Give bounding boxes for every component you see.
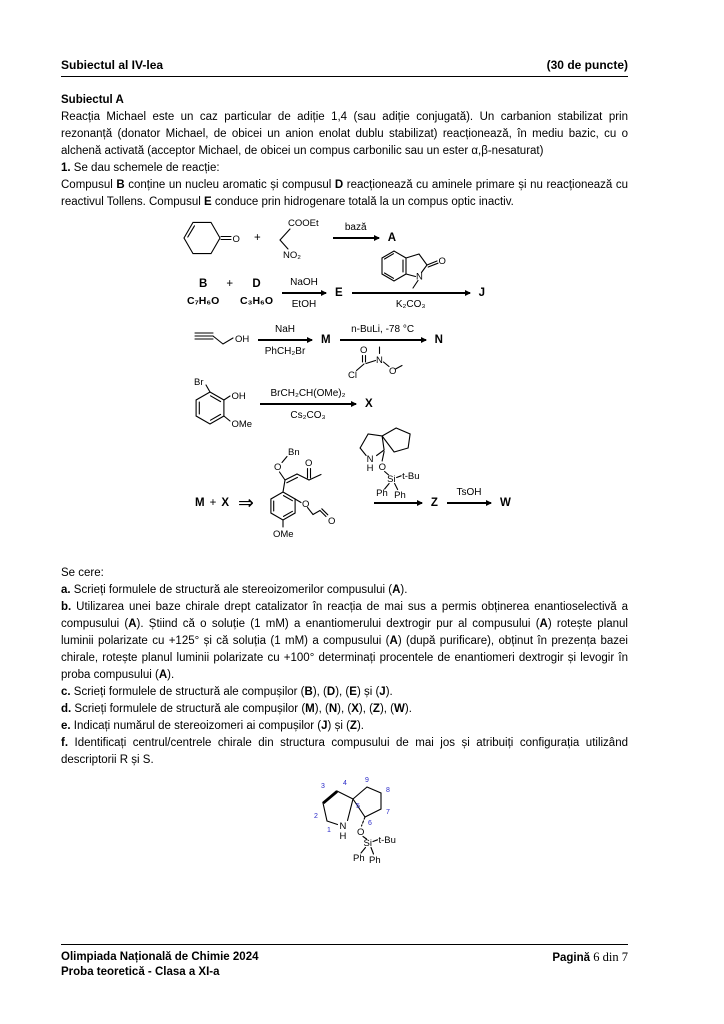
- atom-number-6: 6: [368, 820, 372, 827]
- arrow-line: [352, 292, 470, 293]
- tbu-label: t-Bu: [402, 470, 420, 482]
- benzyloxy-enone-aldehyde-structure: [263, 446, 365, 552]
- nitrogen-label: N: [375, 355, 383, 367]
- task-f: f. Identificați centrul/centrele chirale din structura compusului de mai jos și atribuiți configurația utilizând descriptorii R și S.: [61, 737, 628, 766]
- nh-hydrogen-label: H: [339, 831, 347, 842]
- atom-number-2: 2: [314, 813, 318, 820]
- benzyloxy-oxygen-label: O: [273, 462, 282, 473]
- butynol-structure: [193, 328, 249, 352]
- page-header: [61, 57, 628, 77]
- task-b: b. Utilizarea unei baze chirale drept catalizator în reacția de mai sus a permis obținerea enantioselectivă a compusului (A). Știind că o soluție (1 mM) a enantiomerului dextrogir pur al compusului (A) rotește planul luminii polarizate cu +125° și că soluția (1 mM) a compusului (A) (după purificare), obținut în prezența bazei chirale, rotește planul luminii polarizate cu +100° determinați procentele de enantiomeri dextrogir și levogir în proba compusului (A).: [61, 601, 628, 681]
- catalyst-attachment: [352, 424, 426, 500]
- reagent-label: n-BuLi, -78 °C: [351, 323, 415, 335]
- atom-number-8: 8: [386, 787, 390, 794]
- stereo-wedge: [322, 790, 338, 804]
- task-a: a. Scrieți formulele de structură ale stereoizomerilor compusului (A).: [61, 584, 408, 596]
- nitrogen-label: N: [339, 821, 347, 832]
- compound-n-label: N: [434, 333, 443, 346]
- arrow-line: [340, 339, 426, 340]
- scheme-5: [195, 447, 628, 556]
- page-footer: [61, 944, 628, 980]
- numbered-spiro-compound-structure: [313, 775, 443, 883]
- atom-number-4: 4: [343, 780, 347, 787]
- compound-d-label: D: [252, 278, 261, 290]
- compound-x-label: X: [221, 496, 229, 509]
- arrow-line: [258, 339, 312, 340]
- page-content: [61, 57, 628, 883]
- phenyl-label-1: Ph: [376, 487, 388, 499]
- oxygen-label: O: [438, 255, 446, 267]
- header-title: Subiectul al IV-lea: [61, 58, 164, 72]
- nitroacetate-structure: [270, 216, 324, 260]
- task-f-structure-block: [313, 775, 443, 883]
- reaction-arrow-4: [258, 323, 312, 358]
- atom-number-9: 9: [365, 777, 369, 784]
- compound-w-label: W: [499, 496, 511, 509]
- plus-sign: +: [209, 496, 217, 509]
- page-number: [552, 950, 628, 980]
- plus-sign: +: [254, 231, 261, 244]
- hydroxyl-label: OH: [235, 334, 250, 345]
- scheme-3: [193, 323, 628, 382]
- cooet-label: COOEt: [287, 218, 319, 229]
- formula-b: C₇H₆O: [187, 295, 220, 307]
- footer-left: [61, 950, 258, 980]
- atom-number-1: 1: [327, 827, 331, 834]
- footer-olympiad-line: Olimpiada Națională de Chimie 2024: [61, 951, 259, 963]
- reagent-label: BrCH₂CH(OMe)₂: [270, 387, 346, 399]
- implication-arrow: ⇒: [237, 492, 254, 514]
- reaction-arrow-3: [352, 255, 470, 311]
- reaction-arrow-7: [366, 453, 422, 503]
- task-c: c. Scrieți formulele de structură ale compușilor (B), (D), (E) și (J).: [61, 686, 393, 698]
- compound-m-label: M: [321, 333, 331, 346]
- reaction-arrow-2: [282, 276, 326, 311]
- oxygen-label: O: [378, 461, 386, 473]
- spiro-amine-silyl-ether-catalyst-structure: [352, 424, 426, 500]
- phenyl-label-2: Ph: [369, 855, 381, 866]
- methoxy-label: OMe: [231, 419, 253, 430]
- benzyl-label: Bn: [287, 447, 300, 458]
- compound-e-label: E: [335, 286, 343, 299]
- formula-d: C₃H₆O: [240, 295, 273, 307]
- section-title: Subiectul A: [61, 94, 124, 106]
- no2-label: NO₂: [282, 250, 301, 261]
- ketone-oxygen-label: O: [304, 458, 313, 469]
- arrow-line: [447, 502, 491, 503]
- reagent-label: bază: [344, 221, 367, 233]
- schemes-intro-line: 1. Se dau schemele de reacție:: [61, 162, 220, 174]
- compound-x-label: X: [365, 397, 373, 410]
- solvent-label: EtOH: [291, 299, 317, 311]
- bonds: [184, 222, 231, 253]
- atom-number-5: 5: [356, 803, 360, 810]
- reagent-label: NaH: [274, 323, 295, 335]
- reaction-arrow-8: [447, 486, 491, 503]
- reagent-label: NaOH: [290, 276, 318, 288]
- reaction-arrow-1: [333, 221, 379, 238]
- silicon-label: Si: [387, 473, 396, 485]
- bonds: [195, 333, 233, 344]
- compounds-paragraph: Compusul B conține un nucleu aromatic și compusul D reacționează cu aminele primare și nu reacționează cu reactivul Tollens. Compusul E conduce prin hidrogenare totală la un compus optic inactiv.: [61, 179, 628, 208]
- atom-number-7: 7: [386, 809, 390, 816]
- arrow-line: [260, 403, 356, 404]
- oxindole-attachment: [376, 248, 446, 290]
- base-label: K₂CO₃: [395, 299, 426, 311]
- tasks-section: [61, 565, 628, 769]
- aldehyde-oxygen-label: O: [327, 516, 336, 527]
- oxygen-label: O: [359, 345, 367, 357]
- m-plus-x-block: [195, 495, 229, 512]
- reaction-arrow-6: [260, 387, 356, 422]
- compound-a-label: A: [387, 231, 397, 244]
- nh-hydrogen-label: H: [366, 462, 374, 474]
- acid-label: TsOH: [456, 486, 482, 498]
- nitrogen-label: N: [415, 271, 423, 283]
- oxygen-label: O: [357, 827, 365, 838]
- compound-b-label: B: [199, 278, 208, 290]
- task-d: d. Scrieți formulele de structură ale compușilor (M), (N), (X), (Z), (W).: [61, 703, 412, 715]
- arrow-line: [282, 292, 326, 293]
- compound-m-label: M: [195, 496, 205, 509]
- bonds: [382, 251, 438, 288]
- base-label: Cs₂CO₃: [290, 410, 326, 422]
- hydroxyl-label: OH: [231, 391, 246, 402]
- footer-class-line: Proba teoretică - Clasa a XI-a: [61, 966, 220, 978]
- compound-z-label: Z: [430, 496, 438, 509]
- nitrogen-label: N: [366, 453, 374, 465]
- phenyl-label-2: Ph: [394, 489, 406, 501]
- chlorine-label: Cl: [347, 370, 357, 382]
- plus-sign: +: [226, 278, 234, 290]
- arrow-line: [374, 502, 422, 503]
- phenyl-label-1: Ph: [353, 853, 365, 864]
- intro-paragraph: Reacția Michael este un caz particular de adiție 1,4 (sau adiție conjugată). Un carbanion stabilizat prin rezonanță (donator Michael, de obicei un anion enolat dublu stabilizat) reacționează, în mediu bazic, cu o alchenă activată (acceptor Michael, de obicei un compus carbonilic sau un ester α,β-nesaturat): [61, 111, 628, 157]
- bonds: [196, 385, 230, 424]
- header-points: (30 de puncte): [546, 58, 628, 72]
- silicon-label: Si: [363, 838, 372, 849]
- cyclohexenone-structure: [181, 215, 245, 261]
- reagent-label-2: PhCH₂Br: [264, 346, 306, 358]
- bonds: [322, 787, 381, 854]
- methoxy-label: OMe: [272, 529, 294, 540]
- page-label: Pagină: [552, 952, 591, 964]
- reaction-arrow-5: [340, 323, 426, 382]
- methoxy-oxygen-label: O: [388, 366, 396, 378]
- arrow-line: [333, 237, 379, 238]
- bromine-label: Br: [194, 377, 204, 388]
- task-e: e. Indicați numărul de stereoizomeri ai compușilor (J) și (Z).: [61, 720, 364, 732]
- compound-j-label: J: [478, 286, 486, 299]
- oxygen-label: O: [232, 233, 240, 245]
- bonds: [280, 229, 290, 249]
- atom-number-3: 3: [321, 783, 325, 790]
- bromo-methoxy-phenol-structure: [183, 375, 251, 433]
- ether-oxygen-label: O: [301, 499, 310, 510]
- tasks-heading: Se cere:: [61, 567, 104, 579]
- b-plus-d-block: [187, 276, 273, 310]
- page-num-value: 6 din 7: [593, 950, 628, 964]
- tbu-label: t-Bu: [378, 835, 396, 846]
- methyl-oxindole-structure: [376, 248, 446, 290]
